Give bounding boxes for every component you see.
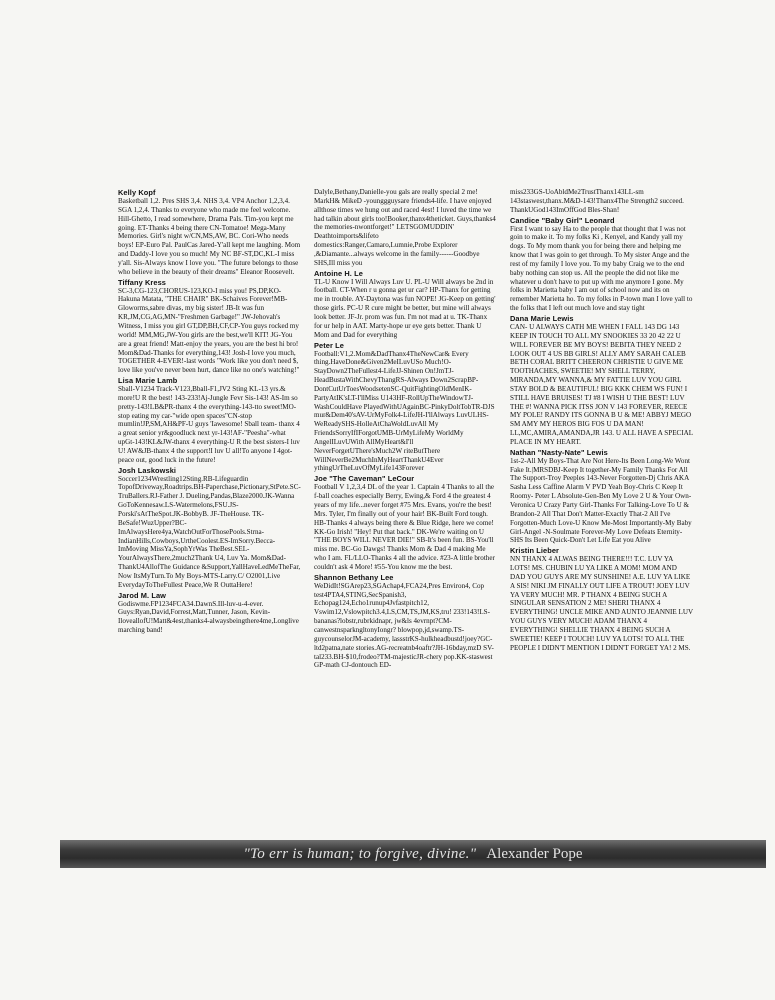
senior-message: Soccer1234Wrestling12Sting.RB-Lifeguardin TopofDriveway,Roadtrips.BH-Paperchase,Pictionary,StPete.SC-TruBallers.RJ-Father J. Dueling,Pandas,Blaze2000.JK-Wanna GoToKennesaw.LS-Watermelons,FSU.JS-Porski'sAtTheSpot.JK-BobbyB. JF-TheHouse. TK-BeSafe!WuzUpper?BC-ImAlwaysHere4ya,WatchOutForThosePools.Strna-IndianHills,Cowboys,UrtheCoolest.ES-ImSorry.Becca-ImMoving MissYa,SophYrWas TheBest.SEL-YourAlwaysThere,2much2Thank U4, Luv Ya. Mom&Dad-ThankU4AllofThe Guidance &Support,YallHaveLedMeTheFar, Now ItsMyTurn.To My Boys-MTS-Larry.C/ O2001,Live EverydayToTheFullest Peace,We R OuttaHere! bbox=[118, 474, 301, 589]
senior-message: Godiswme.FP1234FCA34.DawnS.Ill-luv-u-4-ever. Guys:Ryan,David,Forrest,Matt,Tunner, Jason, Kevin-IloveallofU!Matt&4est,thanks4-alwaysbeingthere4me,Longlive marching band! bbox=[118, 599, 299, 635]
column-1 bbox=[118, 188, 301, 828]
column-3 bbox=[510, 188, 693, 828]
senior-entry bbox=[118, 466, 301, 590]
senior-messages-columns bbox=[118, 188, 693, 828]
senior-message: Sball-V1234 Track-V123,Bball-F1,JV2 Sting KL-13 yrs.& more!U R the best! 143-233!Aj-Jungle Fevr Sis-143! AS-Im so pretty-143!LB&PR-thanx 4 the everything-143-tto sweet!MO-stop eating my car-"wide open spaces"CN-stop mumlin!JP,SM,AH&PF-U guys 'Iawesome! Sball team- thanx 4 a great senior yr&goodluck next yr-143!AF-"Peesha"-what upGt-143!KL&JW-thanx 4 everything-U R the best sisters-I luv U! AW&JB-thanx 4 the support!I luv U all!To anyone I 4got-peace out, good luck in the future! bbox=[118, 385, 300, 464]
senior-message: Football:V1,2.Mom&DadThanx4TheNewCar& Every thing.HaveDone&Given2MeILuvUSo Much!O-StayDown2TheFullest4-LifeJJ-Shinen On!JmTJ-HeadBustaWithChevyThangRS-Always Down2ScrapBP-DontCutUrToesWoodsetenSC-QuitFightingOldMenIK-PartyAtIK'sLT-I'llMiss U143HF-RollUpTheWindowTJ-WashCouldHave PlayedWithUAgainBC-PinkyDoltTobTR-DJS mur&Dem40'sAV-UrMyFolk4-LifeJH-I'llAlways LuvULHS-WeReadySHS-HolleAtChaWoldLuvAll My FriendsSorryIfIForgotUMB-UrMyLifeMy WorldMy AngelILuvUWith AllMyHeart&I'll NeverForgetUThere'sMuch2W riteButThere WillNeverBe2MuchInMyHeartThankU4Ever ythingUrTheLuvOfMyLife143Forever bbox=[314, 349, 495, 473]
senior-entry bbox=[510, 546, 693, 652]
banner-author: Alexander Pope bbox=[486, 845, 583, 862]
senior-name: Peter Le bbox=[314, 340, 344, 350]
senior-entry bbox=[314, 341, 497, 474]
senior-entry bbox=[314, 269, 497, 340]
senior-message: TL-U Know I Will Always Luv U. PL-U Will always be 2nd in football. CT-When r u gonna get ur car? HP-Thanx for getting me in trouble. AY-Daytona was fun NOPE! JG-Keep on getting' those girls. PC-U R cure might be better, but mine will always look better. JF-Jr. prom was fun. I'm not mad at u. TK-Thanx for ur help in AAT. Marty-hope ur eye gets better. Thank U Mom and Dad for everything bbox=[314, 277, 496, 339]
senior-message: SC-3,CG-123,CHORUS-123,KO-I miss you! PS,DP,KO-Hakuna Matata, "THE CHAIR" BK-Schaives Forever!MB-Gloworms,sabre divas, my big sister! JB-It was fun KR,JM,CG,AG,MN-"Freshmen Garbage!" JW-Jehovah's Witness, I miss you girl GT,DP,BH,CF,CP-You guys rocked my world! MM,MG,JW-You girls are the best,we'll KIT! JG-You are a great friend! Matt-enjoy the years, you are the best hi bro! Mom&Dad-Thanks for everything,143! Josh-I love you much, TOGETHER 4-EVER!-last words "Work like you don't need $, love like you've never been hurt, dance like no one's watching!" bbox=[118, 286, 300, 375]
senior-name: Jarod M. Law bbox=[118, 590, 167, 600]
senior-name: Shannon Bethany Lee bbox=[314, 572, 394, 582]
senior-name: Tiffany Kress bbox=[118, 277, 166, 287]
senior-message: WeDidIt!SGArep23,SGAchap4,FCA24,Pres Environ4, Cop test4PTA4,STING,SecSpanish3, Echopag124,Echo1runup4Jvfastpitch12, Vswim12,Vslowpitch3.4,LS,CM,TS,JM,KS,tru! 233!143!LS-bananas?lobstr,rubrkidnapr, jw&ls 4evrnpt?CM-canwestnsparkngltonyIongr? blowpop,jd,swamp.TS-guycounselorJM-academy, lassstrKS-hulkheadbustd!joey?GC-ltd2patna,nate stories.AG-recreatnb4oaftr?JH-16bday,mzD SV-tal233.BH-$10,frodeo?TM-majesticJR-chery pop.KK-staswest GP-math CJ-dontouch ED- bbox=[314, 581, 494, 670]
senior-entry bbox=[510, 448, 693, 545]
senior-message: miss233GS-UoAbldMe2TrustThanx143LL-sm 143staswest,thanx.M&D-143!Thanx4The Strength2 succeed. ThankUGod143ImOffGod Bles-Shan! bbox=[510, 188, 684, 214]
senior-name: Kelly Kopf bbox=[118, 188, 156, 197]
senior-name: Nathan "Nasty-Nate" Lewis bbox=[510, 447, 608, 457]
senior-entry bbox=[510, 188, 693, 215]
senior-name: Kristin Lieber bbox=[510, 546, 560, 556]
senior-message: First I want to say Ha to the people that thought that I was not goin to make it. To my folks Ki , Kenyel, and Kandy yall my dogs. To My mom thank you for being there and helping me know that I was goin to get through. To My sister Ange and the rest of my family I love you. To my baby Craig we to the end baby nothing can stop us. All the people the did not like me whatever u don't have to put up with me anymore I gone. My folks in Marietta baby I am out of school now and its on remember Marietta ho. To my folks in P-town man I love yall to the folks that I left out much love and stay tight bbox=[510, 224, 693, 313]
banner-quote: "To err is human; to forgive, divine." bbox=[243, 845, 477, 862]
column-2 bbox=[314, 188, 497, 828]
senior-entry bbox=[118, 591, 301, 635]
quote-banner bbox=[60, 840, 766, 868]
senior-name: Antoine H. Le bbox=[314, 268, 363, 278]
senior-entry bbox=[118, 188, 301, 277]
senior-name: Josh Laskowski bbox=[118, 465, 177, 475]
senior-name: Dana Marie Lewis bbox=[510, 313, 574, 323]
senior-entry bbox=[118, 376, 301, 465]
senior-message: CAN- U ALWAYS CATH ME WHEN I FALL 143 DG 143 KEEP IN TOUCH TO ALL MY SNOOKIES 33 20 42 22 U WILL FOREVER BE MY BOYS! BEBITA THEY NEED 2 LOOK OUT 4 US BB GIRLS! ALLY AMY SARAH CALEB BETH CORAL BRITT CHEERON CHRISTIE U GIVE ME TOOTHACHES, SWEETIE! MY SHELL TERRY, MIRANDA,MY WANNA,& MY FATTIE LUV YOU GIRL STAY BOLD & BEAUTIFUL! BIG KKK CHEM WS FUN! I STILL HAVE BRUISES! TJ #8 I WISH U THE BEST! LUV THE #! WANNA PICK ITSS JON V 143 FOREVER, REECE MY POLE! RANDY ITS GONNA B U & ME! ABBYJ MEGO SM AMY MY HEROS BIG FOS U DA MAN! LL,MC,AMIRA,AMANDA,JR 143. U ALL HAVE A SPECIAL PLACE IN MY HEART. bbox=[510, 322, 693, 446]
senior-message: Football V 1,2,3,4 DL of the year 1. Captain 4 Thanks to all the f-ball coaches especially Berry, Ewing,& Ford 4 the greatest 4 years of my life...never forget #75 Mrs. Evans, you're the best! Mrs. Tyler, I'm finally out of your hair! BK-Built Ford tough. HB-Thanks 4 always being there & Blue Ridge, here we come! KK-Go Irish! "Hey! Put that back." DK-We're waiting on U "THE BOYS WILL NEVER DIE!" SB-It's been fun. BS-You'll miss me. BC-Go Dawgs! Thanks Mom & Dad 4 making Me who I am. FL/LLO-Thanks 4 all the advice. #23-A little brother couldn't ask 4 More! #55-You know me the best. bbox=[314, 483, 495, 571]
senior-entry bbox=[510, 216, 693, 313]
senior-message: Dalyle,Bethany,Danielle-you gals are really special 2 me! MarkH& MikeD -younggguysare friends4-life. I have enjoyed allthose times we hung out and raced 4est! I luved the time we had talkin about girls too!Booker,thanx4theticket. Guys,thanks4 the memories-nwontforget!" LETSGOMUDDIN' Deathtoimports&lifeto domestics:Ranger,Camaro,Lumnie,Probe Explorer ,&Diamante...always welcome in the family------Goodbye SHS,Ill miss you bbox=[314, 188, 496, 267]
senior-name: Lisa Marie Lamb bbox=[118, 376, 178, 386]
senior-entry bbox=[314, 573, 497, 670]
senior-message: NN THANX 4 ALWAS BEING THERE!!! T.C. LUV YA LOTS! MS. CHUBIN LU YA LIKE A MOM! MOM AND DAD YOU GUYS ARE MY SUNSHINE! A.E. LUV YA LIKE A SIS! NIKI JM FINALLY OUT LIFE A TROUT! JOEY LUV YA VERY MUCH! MR. P THANX 4 BEING SUCH A SINGULAR SENSATION 2 ME! SHERI THANX 4 EVERYTHING! UNCLE MIKE AND AUNTO JEANNIE LUV YOU GUYS VERY MUCH! ADAM THANX 4 EVERYTHING! SHELLIE THANX 4 BEING SUCH A SWEETIE! KEEP I TOUCH! LUV YA LOTS! TO ALL THE PEOPLE I DIDN'T MENTION I DIDN'T FORGET YA! 2 MS. bbox=[510, 555, 693, 652]
senior-entry bbox=[510, 314, 693, 447]
senior-entry bbox=[118, 278, 301, 375]
senior-name: Candice "Baby Girl" Leonard bbox=[510, 215, 615, 225]
senior-entry bbox=[314, 474, 497, 571]
senior-name: Joe "The Caveman" LeCour bbox=[314, 474, 415, 484]
senior-message: 1st-2-All My Boys-That Are Not Here-Its Been Long-We Wont Fake It.|MRSDBJ-Keep It together-My Family Thanks For All The Support-Troy Peeples 143-Never Forgotten-Dj Chris AKA Sasha Less Caffine Alarm V PVD Yeah Boy-Chris C Keep It Roomy- Peter L Absolute-Gen-Ben My Love 2 U & Your Own-Veronica U Crazy Party Girl-Thanks For Talking-Love To U & Brandon-2 All That Don't Matter-Exactly That-2 All I've Forgotten-Much Love-U Know Me-Most Importantly-My Baby Girl-Angel -N-Soulmate Forever-My Love Defeats Eternity-SHS Its Been Quick-Don't Let Life Eat you Alive bbox=[510, 456, 692, 545]
senior-entry bbox=[314, 188, 497, 268]
senior-message: Basketball 1,2. Pres SHS 3,4. NHS 3,4. VP4 Anchor 1,2,3,4. SGA 1,2,4. Thanks to everyone who made me feel welcome. Hill-Ghetto, I read somewhere, Drama Pals. Tim-you kept me going. ET-Thanks 4 being there CN-Tomatoe! Mega-Many Memories. Girl's night w/CN,MS,AW, BC. Cori-Who needs boys! EP-Euro Pal. PaulCas Jared-Y'all kept me laughing. Mom and Daddy-I love you so much! My NC BF-ST,DC,KL-I miss y'all. Sis-Always know I love you. "The future belongs to those who believe in the beauty of their dreams" Eleanor Roosevelt. bbox=[118, 197, 301, 276]
